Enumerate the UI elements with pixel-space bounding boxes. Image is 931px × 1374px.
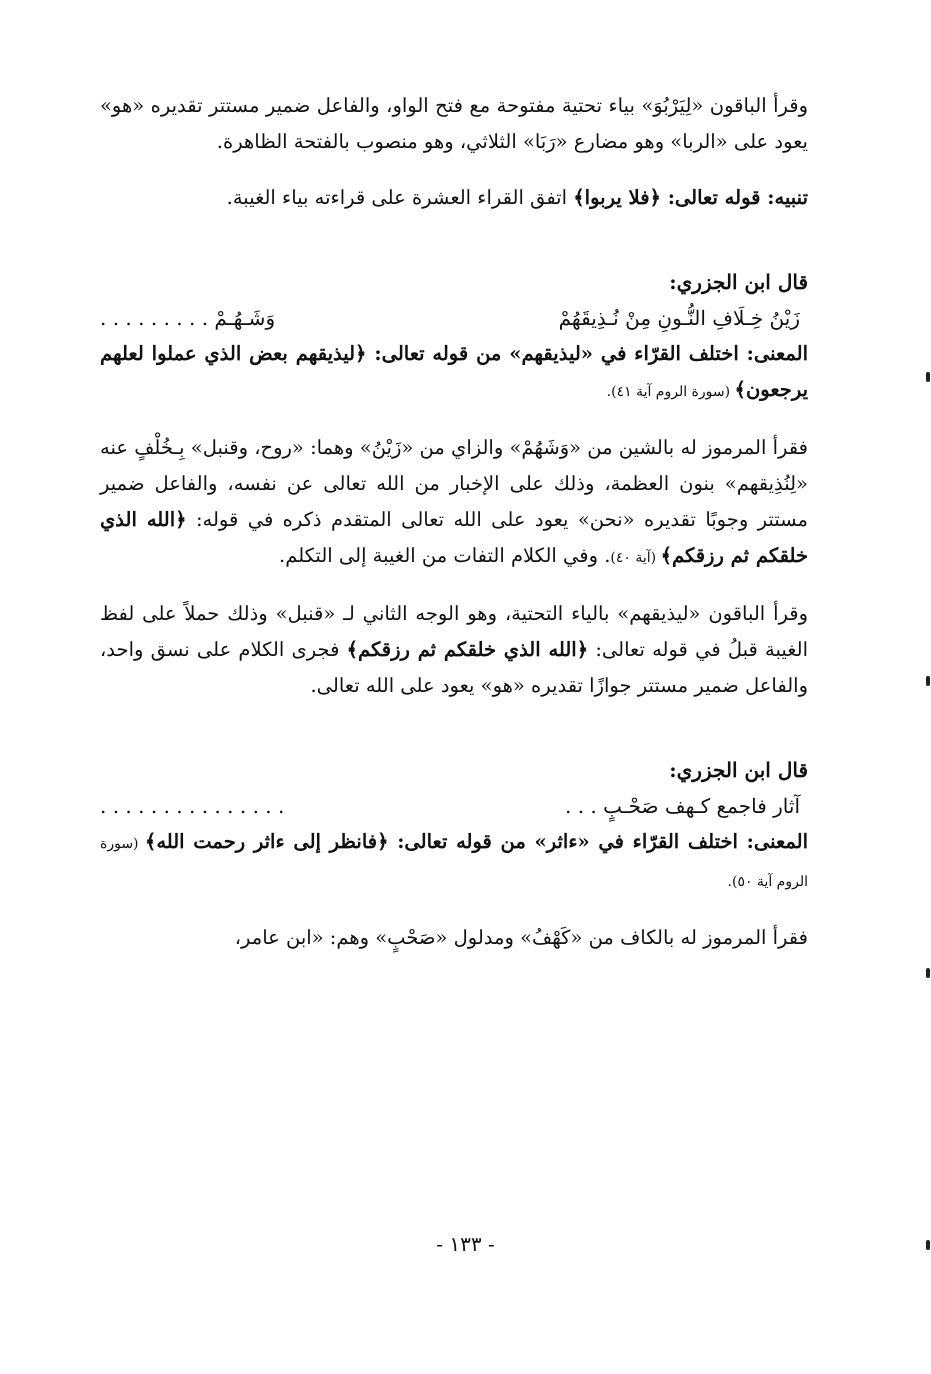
paragraph-1: وقرأ الباقون «لِيَرْبُوَ» بياء تحتية مفتوحة مع فتح الواو، والفاعل ضمير مستتر تقديره «هو» يعود على «الربا» وهو مضارع «رَبَا» الثلاثي، وهو منصوب بالفتحة الظاهرة. (100, 94, 808, 153)
paragraph-meaning-2 (100, 824, 808, 900)
quran-quote: ﴿ليذيقهم بعض الذي عملوا لعلهم يرجعون﴾ (100, 342, 808, 401)
margin-mark (926, 676, 930, 686)
quran-quote: ﴿فلا يربوا﴾ (573, 186, 661, 209)
verse-2-hemistich-right: آثار فاجمع كـهف صَحْـبٍ . . . (564, 794, 800, 818)
surah-reference: (سورة الروم آية ٤١). (606, 384, 735, 400)
verse-2-hemistich-left: . . . . . . . . . . . . . . . (100, 794, 285, 818)
paragraph-4-rest: فجرى الكلام على نسق واحد، والفاعل ضمير مستتر جوازًا تقديره «هو» يعود على الله تعالى. (100, 638, 808, 697)
verse-1-hemistich-left: وَشَـهُـمْ . . . . . . . . . (100, 306, 276, 330)
section-heading-2: قال ابن الجزري: (669, 758, 808, 782)
page-body (100, 88, 808, 956)
paragraph-3-rest: . وفي الكلام التفات من الغيبة إلى التكلم. (279, 544, 611, 567)
ayah-reference: (آية ٤٠) (610, 550, 661, 566)
paragraph-note (100, 180, 808, 216)
surah-reference: (سورة الروم آية ٥٠). (100, 836, 808, 890)
note-rest: اتفق القراء العشرة على قراءته بياء الغيبة. (226, 186, 574, 209)
meaning-label-text: المعنى: اختلف القرّاء في «ءاثر» من قوله تعالى: (388, 830, 808, 853)
margin-mark (926, 372, 930, 382)
paragraph-3 (100, 430, 808, 576)
verse-1-hemistich-right: زَيْنُ خِـلَافِ النُّـونِ مِنْ نُـذِيقَهُمْ (558, 306, 800, 330)
quran-quote: ﴿فانظر إلى ءاثر رحمت الله﴾ (144, 830, 389, 853)
paragraph-5: فقرأ المرموز له بالكاف من «كَهْفُ» ومدلول «صَحْبٍ» وهم: «ابن عامر، (234, 926, 808, 949)
margin-mark (926, 1240, 930, 1250)
paragraph-4 (100, 596, 808, 704)
section-heading-1: قال ابن الجزري: (669, 270, 808, 294)
margin-mark (926, 968, 930, 978)
paragraph-4-text: وقرأ الباقون «ليذيقهم» بالياء التحتية، وهو الوجه الثاني لـ «قنبل» وذلك حملاً على لفظ الغيبة قبلُ في قوله تعالى: (100, 602, 809, 661)
quran-quote: ﴿الله الذي خلقكم ثم رزقكم﴾ (100, 508, 808, 567)
poem-verse-1 (100, 300, 808, 336)
page-number: - ١٣٣ - (436, 1232, 495, 1256)
quran-quote: ﴿الله الذي خلقكم ثم رزقكم﴾ (346, 638, 589, 661)
meaning-label-text: المعنى: اختلف القرّاء في «ليذيقهم» من قوله تعالى: (366, 342, 808, 365)
note-text: تنبيه: قوله تعالى: (660, 186, 808, 209)
paragraph-meaning-1 (100, 336, 808, 410)
paragraph-3-text: فقرأ المرموز له بالشين من «وَشَهُمْ» والزاي من «زَيْنُ» وهما: «روح، وقنبل» بِـخُلْفٍ عنه «لِنُذِيقهم» بنون العظمة، وذلك على الإخبار من الله تعالى عن نفسه، والفاعل ضمير مستتر وجوبًا تقديره «نحن» يعود على الله تعالى المتقدم ذكره في قوله: (100, 436, 808, 531)
poem-verse-2 (100, 788, 808, 824)
